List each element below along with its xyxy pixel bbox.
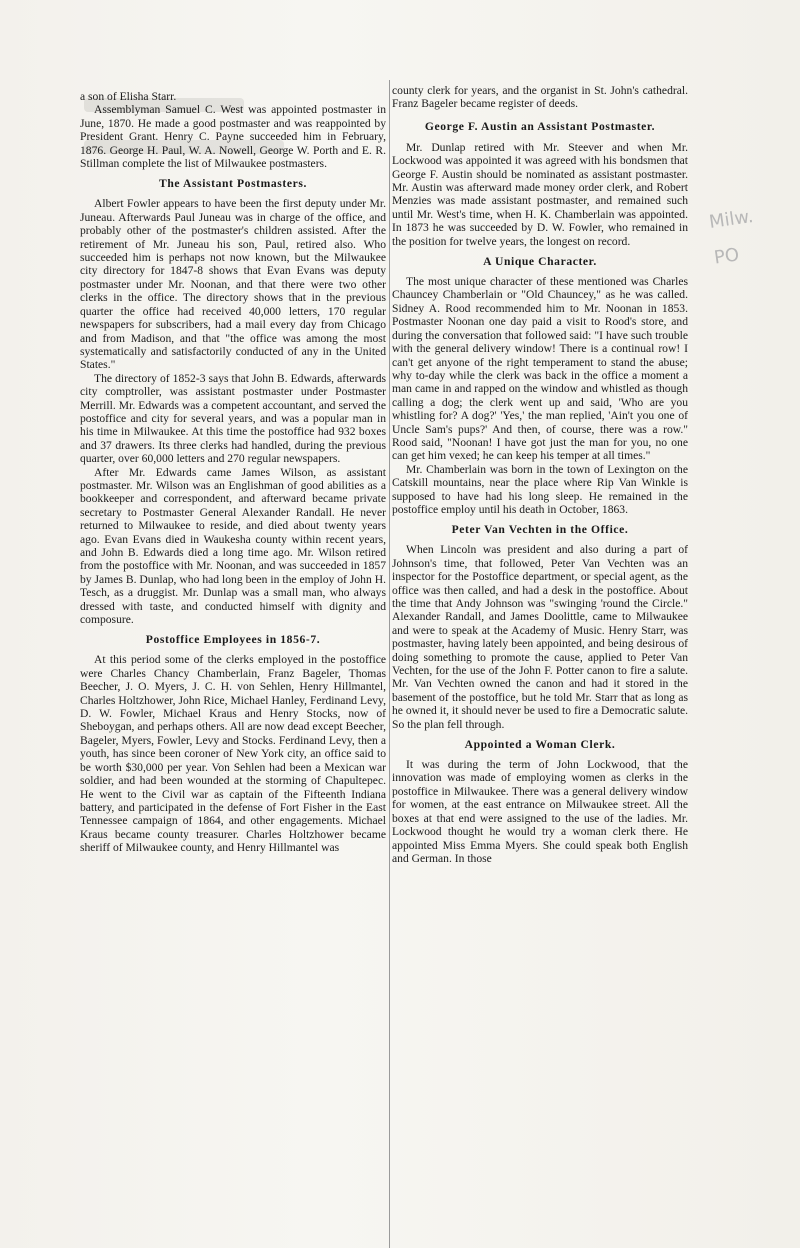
paragraph: Mr. Chamberlain was born in the town of Lexington on the Catskill mountains, near the place where Rip Van Winkle is supposed to have had his long sleep. He remained in the postoffice employ until his death in October, 1863. [392,462,688,516]
handwritten-margin-note: Milw. PO [707,206,755,269]
paragraph: When Lincoln was president and also during a part of Johnson's time, that followed, Peter Van Vechten was an inspector for the Postoffice department, or special agent, as the office was then called, and had a desk in the postoffice. About the time that Andy Johnson was "swinging 'round the Circle." Alexander Randall, and James Doolittle, came to Milwaukee and were to speak at the Academy of Music. Henry Starr, was postmaster, having lately been appointed, and being desirous of doing something to promote the cause, applied to Peter Van Vechten, for the use of the John F. Potter canon to fire a salute. Mr. Van Vechten owned the canon and had it stored in the basement of the postoffice, but he told Mr. Starr that as long as he owned it, it should never be used to fire a Democratic salute. So the plan fell through. [392,543,688,731]
section-heading: Postoffice Employees in 1856-7. [145,633,321,647]
paragraph: The most unique character of these mentioned was Charles Chauncey Chamberlain or "Old Chauncey," as he was called. Sidney A. Rood recommended him to Mr. Noonan in 1853. Postmaster Noonan one day paid a visit to Rood's store, and during the conversation that followed said: "I have such trouble with the general delivery window! There is a continual row! I can't get anyone of the right temperament to stand the abuse; why to-day while the clerk was back in the office a moment a man came in and rapped on the window and whistled as though calling a dog; the clerk went up and said, 'Who are you whistling for? A dog?' 'Yes,' the man replied, 'Ain't you one of Uncle Sam's pups?' And then, of course, there was a row." Rood said, "Noonan! I have got just the man for you, no one can get him vexed; he can keep his temper at all times." [392,275,688,463]
paragraph: Mr. Dunlap retired with Mr. Steever and when Mr. Lockwood was appointed it was agreed with his bondsmen that George F. Austin should be nominated as assistant postmaster. Mr. Austin was afterward made money order clerk, and Robert Menzies was made assistant postmaster, and remained such until Mr. West's time, when H. K. Chamberlain was appointed. In 1873 he was succeeded by D. W. Fowler, who remained in the position for twelve years, the longest on record. [392,140,688,248]
section-heading: The Assistant Postmasters. [159,177,307,191]
section-heading: Appointed a Woman Clerk. [464,738,616,752]
section-heading: Peter Van Vechten in the Office. [451,523,629,537]
paragraph: At this period some of the clerks employed in the postoffice were Charles Chancy Chamberlain, Franz Bageler, Thomas Beecher, J. O. Myers, J. C. H. von Sehlen, Henry Hillmantel, Charles Holtzhower, John Rice, Michael Hanley, Ferdinand Levy, D. W. Fowler, Michael Kraus and Henry Stocks, now of Sheboygan, and perhaps others. All are now dead except Beecher, Bageler, Myers, Fowler, Levy and Stocks. Ferdinand Levy, then a youth, has since been coroner of New York city, an office said to be worth $30,000 per year. Von Sehlen had been a Mexican war soldier, and had been wounded at the storming of Chapultepec. He went to the Civil war as captain of the Fifteenth Indiana battery, and participated in the defense of Fort Fisher in the East Tennessee campaign of 1864, and other engagements. Michael Kraus became county treasurer. Charles Holtzhower became sheriff of Milwaukee county, and Henry Hillmantel was [80,653,386,855]
paragraph: county clerk for years, and the organist in St. John's cathedral. Franz Bageler became register of deeds. [392,84,688,111]
right-column [392,84,688,1248]
column-divider [389,80,390,1248]
section-heading: George F. Austin an Assistant Postmaster. [424,119,656,133]
paragraph: a son of Elisha Starr. [80,90,177,103]
paragraph: Assemblyman Samuel C. West was appointed postmaster in June, 1870. He made a good postmaster and was reappointed by President Grant. Henry C. Payne succeeded him in February, 1876. George H. Paul, W. A. Nowell, George W. Porth and E. R. Stillman complete the list of Milwaukee postmasters. [80,103,386,171]
paragraph: Albert Fowler appears to have been the first deputy under Mr. Juneau. Afterwards Paul Juneau was in charge of the office, and probably other of the postmaster's children assisted. After the retirement of Mr. Juneau his son, Paul, retired also. Who succeeded him is perhaps not now known, but the Milwaukee city directory for 1847-8 shows that Evan Evans was deputy postmaster under Mr. Noonan, and that there were two other clerks in the office. The directory shows that in the previous quarter the office had received 40,000 letters, 170 regular newspapers for subscribers, had a mail every day from Chicago and from Madison, and that "the office was among the most systematically and satisfactorily conducted of any in the United States." [80,197,386,372]
paragraph: The directory of 1852-3 says that John B. Edwards, afterwards city comptroller, was assistant postmaster under Postmaster Merrill. Mr. Edwards was a competent accountant, and served the postoffice and city for several years, and was a popular man in his time in Milwaukee. At this time the postoffice had 932 boxes and 37 drawers. Its three clerks had handled, during the previous quarter, over 60,000 letters and 270 regular newspapers. [80,371,386,466]
left-column [80,90,386,1248]
section-heading: A Unique Character. [483,255,597,269]
paragraph: After Mr. Edwards came James Wilson, as assistant postmaster. Mr. Wilson was an Englishman of good abilities as a bookkeeper and correspondent, and afterward became private secretary to Postmaster General Alexander Randall. He never returned to Milwaukee to reside, and died about twenty years ago. Evan Evans died in Waukesha county within recent years, and John B. Edwards died a long time ago. Mr. Wilson retired from the postoffice with Mr. Noonan, and was succeeded in 1857 by James B. Dunlap, who had long been in the employ of John H. Tesch, as a druggist. Mr. Dunlap was a small man, who always dressed with taste, and conducted himself with dignity and composure. [80,465,386,627]
paragraph: It was during the term of John Lockwood, that the innovation was made of employing women as clerks in the postoffice in Milwaukee. There was a general delivery window for women, at the east entrance on Milwaukee street. All the boxes at that end were assigned to the use of the ladies. Mr. Lockwood thought he would try a woman clerk there. He appointed Miss Emma Myers. She could speak both English and German. In those [392,758,688,865]
